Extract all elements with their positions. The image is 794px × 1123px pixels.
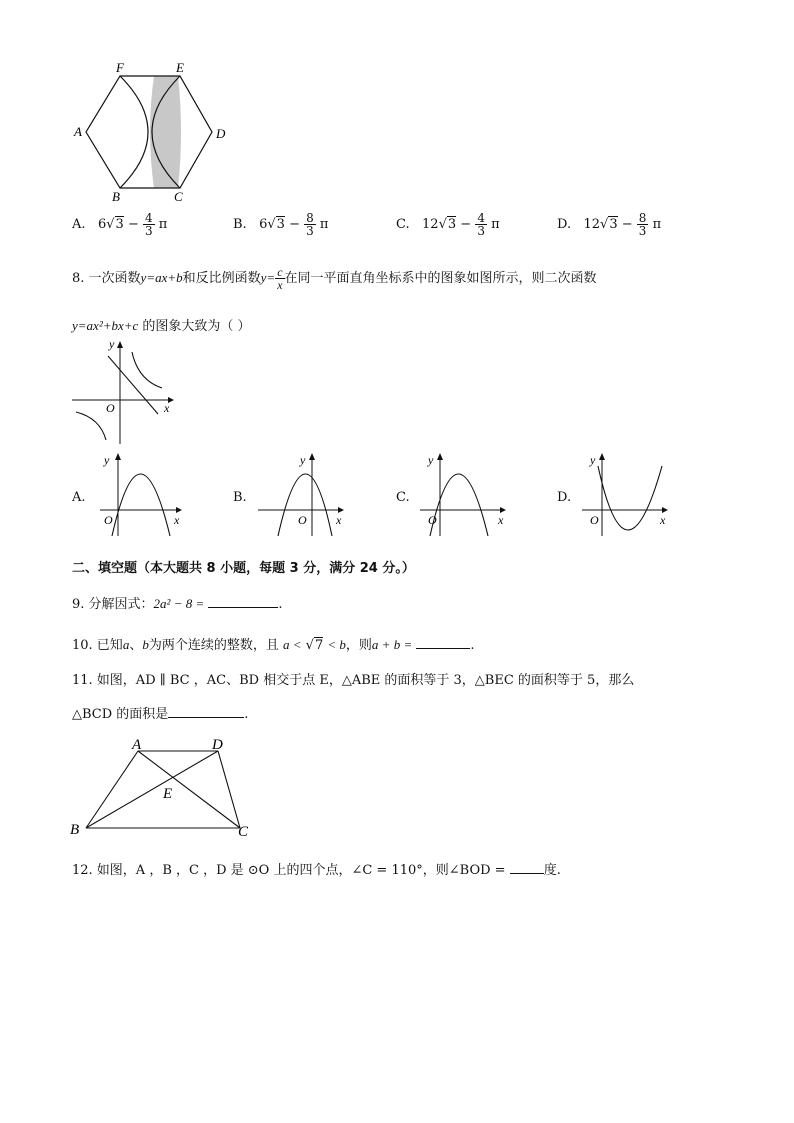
svg-text:C: C	[238, 824, 249, 840]
q8-option-a-label[interactable]: A.	[72, 490, 86, 505]
label-F: F	[116, 60, 124, 75]
q11-line1: 11. 如图，AD ∥ BC ，AC、BD 相交于点 E，△ABE 的面积等于 3，△BEC 的面积等于 5，那么	[72, 673, 635, 688]
section-title: 二、填空题（本大题共 8 小题，每题 3 分，满分 24 分。）	[72, 561, 415, 576]
q7-option-b[interactable]: B. 6√3 − $\frac{8}{3}$ π	[233, 211, 329, 238]
svg-text:O: O	[590, 513, 599, 527]
fraction: $\frac{8}{3}$	[638, 211, 647, 238]
label-E: E	[176, 60, 184, 75]
q8-option-a-graph[interactable]	[98, 452, 190, 538]
q8-option-b-label[interactable]: B.	[233, 490, 247, 505]
svg-text:B: B	[70, 822, 80, 838]
q12-answer-blank[interactable]	[510, 861, 544, 874]
fraction: $\frac{4}{3}$	[144, 211, 153, 238]
q12: 12. 如图，A ，B ，C ，D 是 ⊙O 上的四个点，∠C = 110°，则∠BOD = 度.	[72, 863, 561, 878]
svg-text:A: A	[132, 737, 142, 753]
q9-answer-blank[interactable]	[208, 595, 278, 608]
q8-line1: 8. 一次函数y=ax+b和反比例函数y= $\frac{c}{x}$ 在同一平面直角坐标系中的图象如图所示，则二次函数	[72, 265, 597, 292]
svg-text:O: O	[106, 401, 115, 415]
label-C: C	[174, 189, 183, 204]
q8-option-c-label[interactable]: C.	[396, 490, 410, 505]
svg-text:O: O	[428, 513, 437, 527]
svg-text:y: y	[104, 453, 110, 467]
svg-text:x: x	[174, 513, 180, 527]
fraction: $\frac{4}{3}$	[477, 211, 485, 238]
svg-text:y: y	[590, 453, 596, 467]
svg-text:x: x	[336, 513, 342, 527]
svg-text:y: y	[300, 453, 306, 467]
q8-given-graph	[70, 340, 180, 446]
q8-option-d-label[interactable]: D.	[557, 490, 572, 505]
svg-text:x: x	[164, 401, 170, 415]
svg-text:E: E	[163, 786, 173, 802]
q8-option-c-graph[interactable]	[418, 452, 514, 538]
q8-option-b-graph[interactable]	[256, 452, 352, 538]
q8-option-d-graph[interactable]	[580, 452, 676, 538]
q11-answer-blank[interactable]	[168, 705, 244, 718]
q10: 10. 已知a、b为两个连续的整数，且 a < √7 < b，则a + b = .	[72, 637, 475, 653]
svg-text:D: D	[212, 737, 223, 753]
hexagon-figure	[66, 58, 236, 206]
q7-option-c[interactable]: C. 12√3 − $\frac{4}{3}$ π	[396, 211, 500, 238]
svg-text:y: y	[109, 340, 115, 351]
svg-text:y: y	[428, 453, 434, 467]
q10-answer-blank[interactable]	[416, 636, 470, 649]
q7-option-a[interactable]: A. 6√3 − $\frac{4}{3}$ π	[72, 211, 168, 238]
q11-line2: △BCD 的面积是 .	[72, 707, 249, 722]
svg-text:O: O	[298, 513, 307, 527]
svg-text:O: O	[104, 513, 113, 527]
q8-line2: y=ax²+bx+c 的图象大致为（ ）	[72, 318, 251, 334]
label-D: D	[216, 126, 226, 141]
svg-text:x: x	[660, 513, 666, 527]
q7-option-d[interactable]: D. 12√3 − $\frac{8}{3}$ π	[557, 211, 662, 238]
trapezoid-figure	[66, 734, 266, 840]
fraction: $\frac{8}{3}$	[306, 211, 314, 238]
q9: 9. 分解因式：2a² − 8 = .	[72, 596, 283, 612]
label-B: B	[112, 189, 120, 204]
svg-text:x: x	[498, 513, 504, 527]
label-A: A	[74, 124, 82, 139]
